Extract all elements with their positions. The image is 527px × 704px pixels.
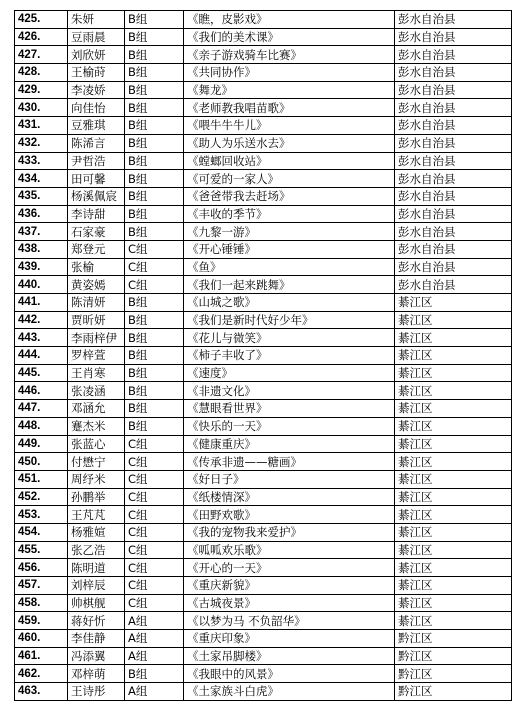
district: 綦江区 [395,417,512,435]
table-row [15,630,512,648]
student-name: 刘欣妍 [68,46,125,64]
table-row [15,647,512,665]
table-row [15,64,512,82]
table-row [15,329,512,347]
entry-number: 426. [15,28,68,46]
entry-number: 446. [15,382,68,400]
entry-number: 442. [15,311,68,329]
district: 綦江区 [395,294,512,312]
age-group: B组 [125,11,184,29]
artwork-title: 《土家族斗白虎》 [184,683,395,701]
student-name: 杨溪佩宸 [68,187,125,205]
district: 綦江区 [395,506,512,524]
table-row [15,382,512,400]
student-name: 帅棋舰 [68,594,125,612]
district: 彭水自治县 [395,11,512,29]
entry-number: 455. [15,541,68,559]
age-group: A组 [125,630,184,648]
district: 綦江区 [395,347,512,365]
entry-number: 453. [15,506,68,524]
student-name: 王诗彤 [68,683,125,701]
district: 黔江区 [395,647,512,665]
age-group: C组 [125,258,184,276]
age-group: B组 [125,28,184,46]
table-row [15,364,512,382]
age-group: B组 [125,665,184,683]
entry-number: 448. [15,417,68,435]
table-row [15,134,512,152]
artwork-title: 《螳螂回收站》 [184,152,395,170]
student-name: 王芃芃 [68,506,125,524]
entry-number: 462. [15,665,68,683]
district: 彭水自治县 [395,187,512,205]
artwork-title: 《鱼》 [184,258,395,276]
table-row [15,347,512,365]
age-group: C组 [125,506,184,524]
entry-number: 430. [15,99,68,117]
table-row [15,541,512,559]
artwork-title: 《以梦为马 不负韶华》 [184,612,395,630]
entry-number: 450. [15,453,68,471]
artwork-title: 《重庆印象》 [184,630,395,648]
artwork-title: 《爸爸带我去赶场》 [184,187,395,205]
district: 黔江区 [395,665,512,683]
student-name: 豆雨晨 [68,28,125,46]
age-group: C组 [125,577,184,595]
age-group: B组 [125,400,184,418]
artwork-title: 《我们一起来跳舞》 [184,276,395,294]
artwork-title: 《我的宠物我来爱护》 [184,523,395,541]
age-group: B组 [125,170,184,188]
student-name: 郑登元 [68,240,125,258]
artwork-title: 《亲子游戏骑车比赛》 [184,46,395,64]
district: 彭水自治县 [395,240,512,258]
table-row [15,117,512,135]
district: 彭水自治县 [395,205,512,223]
age-group: B组 [125,382,184,400]
student-name: 向佳怡 [68,99,125,117]
table-row [15,187,512,205]
student-name: 尹哲浩 [68,152,125,170]
age-group: C组 [125,453,184,471]
artwork-title: 《可爱的一家人》 [184,170,395,188]
district: 彭水自治县 [395,81,512,99]
entry-number: 429. [15,81,68,99]
entry-number: 451. [15,470,68,488]
district: 彭水自治县 [395,46,512,64]
age-group: A组 [125,683,184,701]
document-page [14,10,511,701]
artwork-title: 《开心锤锤》 [184,240,395,258]
student-name: 张蓝心 [68,435,125,453]
age-group: C组 [125,594,184,612]
table-row [15,577,512,595]
table-row [15,240,512,258]
entry-number: 459. [15,612,68,630]
artwork-title: 《花儿与微笑》 [184,329,395,347]
age-group: C组 [125,276,184,294]
table-row [15,665,512,683]
entry-number: 438. [15,240,68,258]
student-name: 刘梓辰 [68,577,125,595]
artwork-title: 《丰收的季节》 [184,205,395,223]
age-group: C组 [125,470,184,488]
student-name: 邓涵允 [68,400,125,418]
student-name: 张凌涵 [68,382,125,400]
artwork-title: 《开心的一天》 [184,559,395,577]
entry-number: 456. [15,559,68,577]
student-name: 孙鹏举 [68,488,125,506]
artwork-title: 《重庆新貌》 [184,577,395,595]
entry-number: 441. [15,294,68,312]
artwork-title: 《传承非遗——糖画》 [184,453,395,471]
artwork-title: 《古城夜景》 [184,594,395,612]
artwork-title: 《快乐的一天》 [184,417,395,435]
entry-number: 452. [15,488,68,506]
entry-number: 434. [15,170,68,188]
table-row [15,99,512,117]
entry-number: 436. [15,205,68,223]
table-row [15,400,512,418]
student-name: 李雨梓伊 [68,329,125,347]
district: 彭水自治县 [395,152,512,170]
table-row [15,612,512,630]
artwork-title: 《我们的美术课》 [184,28,395,46]
district: 綦江区 [395,559,512,577]
student-name: 李凌娇 [68,81,125,99]
district: 綦江区 [395,541,512,559]
entry-number: 444. [15,347,68,365]
district: 綦江区 [395,594,512,612]
district: 彭水自治县 [395,28,512,46]
district: 綦江区 [395,329,512,347]
artwork-title: 《舞龙》 [184,81,395,99]
artwork-title: 《健康重庆》 [184,435,395,453]
student-name: 王榆莳 [68,64,125,82]
table-row [15,152,512,170]
age-group: B组 [125,152,184,170]
student-name: 田可馨 [68,170,125,188]
entry-number: 443. [15,329,68,347]
table-row [15,81,512,99]
district: 綦江区 [395,470,512,488]
age-group: C组 [125,240,184,258]
district: 彭水自治县 [395,276,512,294]
entry-number: 428. [15,64,68,82]
entry-number: 435. [15,187,68,205]
age-group: B组 [125,117,184,135]
district: 綦江区 [395,523,512,541]
age-group: B组 [125,187,184,205]
age-group: B组 [125,223,184,241]
table-row [15,506,512,524]
table-row [15,559,512,577]
district: 彭水自治县 [395,99,512,117]
table-row [15,258,512,276]
entry-number: 457. [15,577,68,595]
artwork-title: 《我眼中的风景》 [184,665,395,683]
district: 綦江区 [395,364,512,382]
student-name: 付懋宁 [68,453,125,471]
table-row [15,276,512,294]
student-name: 王肖寒 [68,364,125,382]
table-row [15,46,512,64]
district: 彭水自治县 [395,223,512,241]
student-name: 蹇杰米 [68,417,125,435]
student-name: 黄姿嫣 [68,276,125,294]
student-name: 邓梓萌 [68,665,125,683]
age-group: B组 [125,134,184,152]
student-name: 石家豪 [68,223,125,241]
age-group: B组 [125,81,184,99]
age-group: C组 [125,488,184,506]
age-group: B组 [125,417,184,435]
district: 綦江区 [395,400,512,418]
district: 彭水自治县 [395,64,512,82]
table-row [15,453,512,471]
entry-number: 460. [15,630,68,648]
student-name: 朱妍 [68,11,125,29]
age-group: B组 [125,294,184,312]
table-row [15,223,512,241]
district: 綦江区 [395,453,512,471]
artwork-title: 《呱呱欢乐歌》 [184,541,395,559]
district: 彭水自治县 [395,117,512,135]
district: 綦江区 [395,435,512,453]
entry-number: 440. [15,276,68,294]
table-row [15,205,512,223]
district: 綦江区 [395,577,512,595]
age-group: C组 [125,523,184,541]
roster-body [15,11,512,701]
entry-number: 432. [15,134,68,152]
entry-number: 454. [15,523,68,541]
table-row [15,523,512,541]
age-group: B组 [125,205,184,223]
table-row [15,470,512,488]
entry-number: 463. [15,683,68,701]
age-group: B组 [125,64,184,82]
entry-number: 447. [15,400,68,418]
district: 綦江区 [395,382,512,400]
artwork-title: 《纸楼情深》 [184,488,395,506]
district: 彭水自治县 [395,170,512,188]
age-group: B组 [125,329,184,347]
student-name: 张乙浩 [68,541,125,559]
artwork-title: 《田野欢歌》 [184,506,395,524]
table-row [15,435,512,453]
student-name: 罗梓萱 [68,347,125,365]
table-row [15,311,512,329]
entry-number: 458. [15,594,68,612]
age-group: C组 [125,541,184,559]
entry-number: 427. [15,46,68,64]
district: 黔江区 [395,683,512,701]
entry-number: 439. [15,258,68,276]
student-name: 陈清妍 [68,294,125,312]
table-row [15,28,512,46]
student-name: 贾昕妍 [68,311,125,329]
student-name: 陈浠言 [68,134,125,152]
age-group: A组 [125,612,184,630]
student-name: 冯添翼 [68,647,125,665]
roster-table [14,10,512,701]
entry-number: 461. [15,647,68,665]
district: 彭水自治县 [395,134,512,152]
artwork-title: 《助人为乐送水去》 [184,134,395,152]
student-name: 周纾米 [68,470,125,488]
table-row [15,170,512,188]
table-row [15,488,512,506]
table-row [15,11,512,29]
entry-number: 445. [15,364,68,382]
age-group: A组 [125,647,184,665]
artwork-title: 《柿子丰收了》 [184,347,395,365]
entry-number: 433. [15,152,68,170]
age-group: B组 [125,99,184,117]
entry-number: 437. [15,223,68,241]
artwork-title: 《瞧，皮影戏》 [184,11,395,29]
artwork-title: 《速度》 [184,364,395,382]
artwork-title: 《山城之歌》 [184,294,395,312]
district: 綦江区 [395,488,512,506]
district: 彭水自治县 [395,258,512,276]
artwork-title: 《九黎一游》 [184,223,395,241]
entry-number: 449. [15,435,68,453]
age-group: B组 [125,46,184,64]
student-name: 张榆 [68,258,125,276]
entry-number: 425. [15,11,68,29]
student-name: 蒋好忻 [68,612,125,630]
artwork-title: 《慧眼看世界》 [184,400,395,418]
district: 綦江区 [395,612,512,630]
artwork-title: 《老师教我唱苗歌》 [184,99,395,117]
age-group: B组 [125,347,184,365]
student-name: 李佳静 [68,630,125,648]
artwork-title: 《喂牛牛牛儿》 [184,117,395,135]
student-name: 李诗甜 [68,205,125,223]
district: 綦江区 [395,311,512,329]
student-name: 豆雅琪 [68,117,125,135]
entry-number: 431. [15,117,68,135]
table-row [15,294,512,312]
table-row [15,594,512,612]
age-group: B组 [125,364,184,382]
artwork-title: 《我们是新时代好少年》 [184,311,395,329]
student-name: 陈明道 [68,559,125,577]
artwork-title: 《好日子》 [184,470,395,488]
district: 黔江区 [395,630,512,648]
age-group: C组 [125,435,184,453]
table-row [15,683,512,701]
artwork-title: 《共同协作》 [184,64,395,82]
artwork-title: 《土家吊脚楼》 [184,647,395,665]
table-row [15,417,512,435]
student-name: 杨雅媗 [68,523,125,541]
age-group: B组 [125,311,184,329]
age-group: C组 [125,559,184,577]
artwork-title: 《非遗文化》 [184,382,395,400]
